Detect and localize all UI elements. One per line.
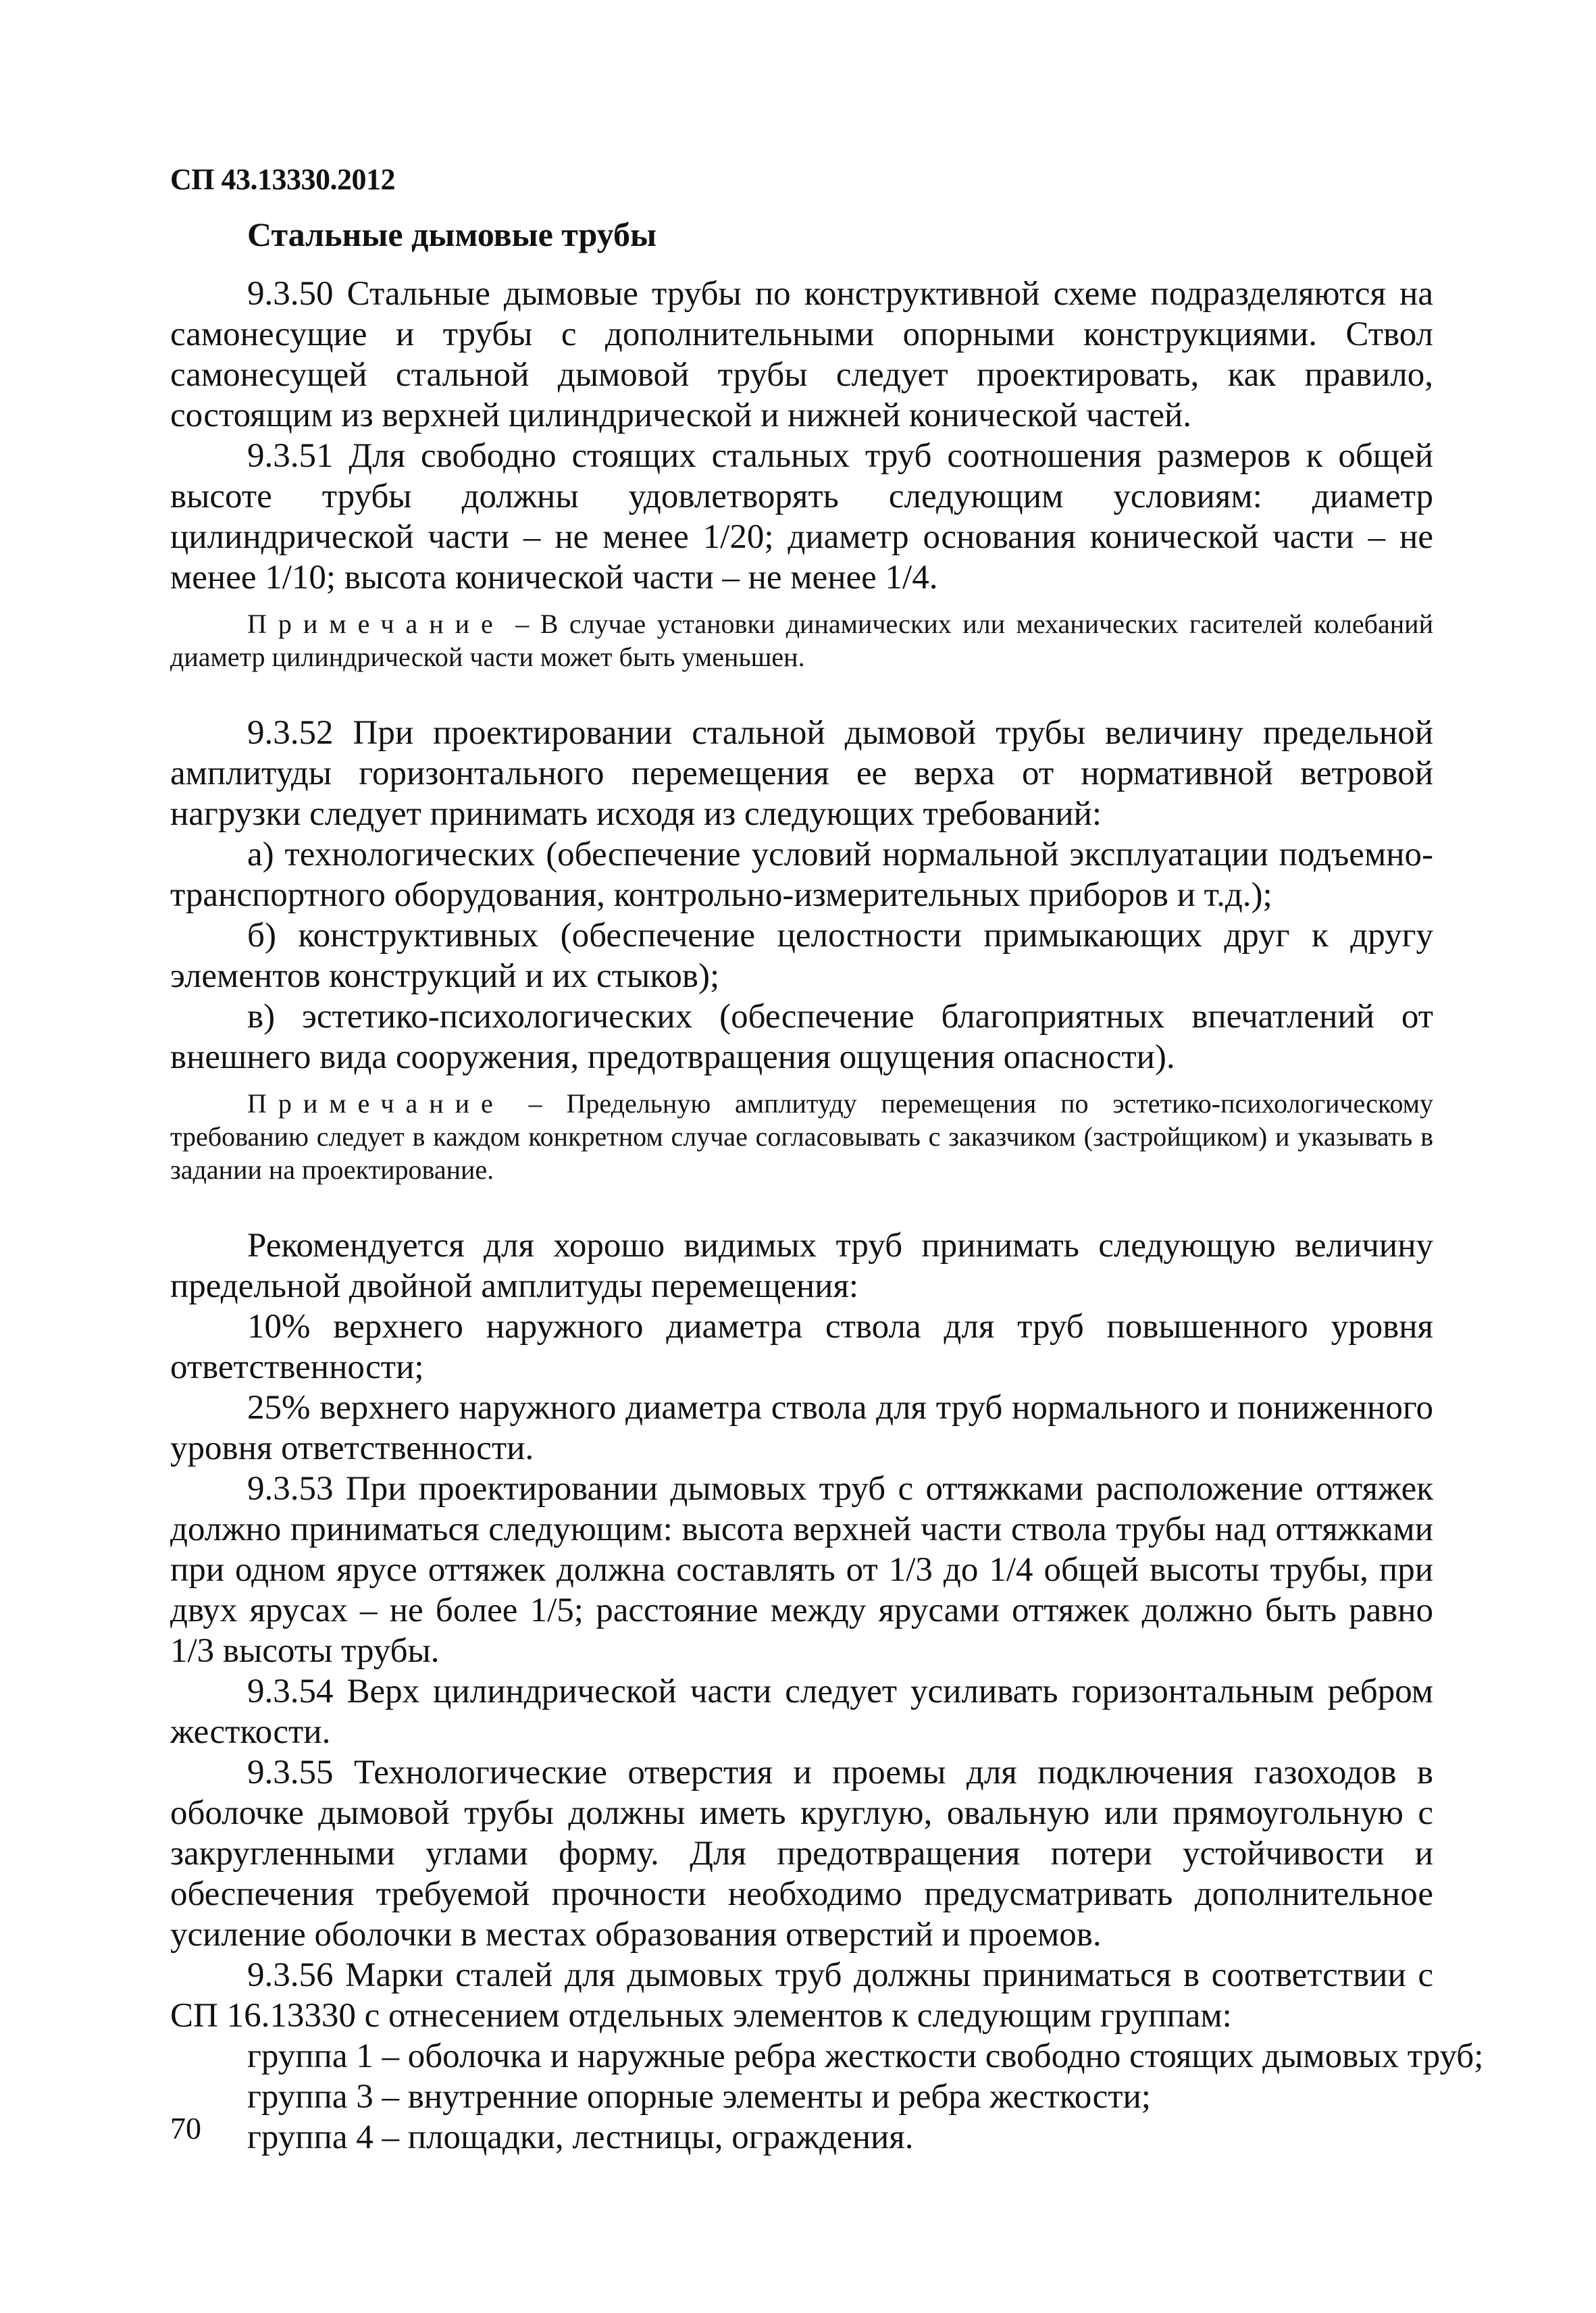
paragraph-recommendation: Рекомендуется для хорошо видимых труб принимать следующую величину предельной двойной амплитуды перемещения: [170, 1227, 1433, 1305]
paragraph-9-3-56: 9.3.56 Марки сталей для дымовых труб должны приниматься в соответствии с СП 16.13330 с отнесением отдельных элементов к следующим группам: [170, 1956, 1433, 2035]
group-3-line: группа 3 – внутренние опорные элементы и ребра жесткости; [247, 2078, 1151, 2116]
paragraph-10-percent: 10% верхнего наружного диаметра ствола для труб повышенного уровня ответственности; [170, 1308, 1433, 1386]
document-code-header: СП 43.13330.2012 [170, 163, 395, 196]
paragraph-9-3-53: 9.3.53 При проектировании дымовых труб с оттяжками расположение оттяжек должно приниматься следующим: высота верхней части ствола трубы над оттяжками при одном ярусе оттяжек должна составлять от 1/3 до 1/4 общей высоты трубы, при двух ярусах – не более 1/5; расстояние между ярусами оттяжек должно быть равно 1/3 высоты трубы. [170, 1470, 1433, 1670]
paragraph-9-3-50: 9.3.50 Стальные дымовые трубы по конструктивной схеме подразделяются на самонесущие и трубы с дополнительными опорными конструкциями. Ствол самонесущей стальной дымовой трубы следует проектировать, как правило, состоящим из верхней цилиндрической и нижней конической частей. [170, 275, 1433, 434]
paragraph-9-3-51: 9.3.51 Для свободно стоящих стальных труб соотношения размеров к общей высоте трубы должны удовлетворять следующим условиям: диаметр цилиндрической части – не менее 1/20; диаметр основания конической части – не менее 1/10; высота конической части – не менее 1/4. [170, 437, 1433, 596]
paragraph-9-3-54: 9.3.54 Верх цилиндрической части следует усиливать горизонтальным ребром жесткости. [170, 1673, 1433, 1751]
group-1-line: группа 1 – оболочка и наружные ребра жесткости свободно стоящих дымовых труб; [247, 2037, 1484, 2075]
list-item-b: б) конструктивных (обеспечение целостности примыкающих друг к другу элементов конструкций и их стыков); [170, 917, 1433, 995]
section-title: Стальные дымовые трубы [247, 215, 657, 253]
document-body [170, 274, 1484, 2158]
paragraph-9-3-52: 9.3.52 При проектировании стальной дымовой трубы величину предельной амплитуды горизонтального перемещения ее верха от нормативной ветровой нагрузки следует принимать исходя из следующих требований: [170, 714, 1433, 833]
paragraph-9-3-55: 9.3.55 Технологические отверстия и проемы для подключения газоходов в оболочке дымовой трубы должны иметь круглую, овальную или прямоугольную с закругленными углами форму. Для предотвращения потери устойчивости и обеспечения требуемой прочности необходимо предусматривать дополнительное усиление оболочки в местах образования отверстий и проемов. [170, 1754, 1433, 1954]
note-2-text: – Предельную амплитуду перемещения по эстетико-психологическому требованию следует в каждом конкретном случае согласовывать с заказчиком (застройщиком) и указывать в задании на проектирование. [170, 1088, 1433, 1185]
note-1-text: – В случае установки динамических или механических гасителей колебаний диаметр цилиндрической части может быть уменьшен. [170, 609, 1433, 672]
note-1-label: Примечание [247, 609, 505, 639]
paragraph-25-percent: 25% верхнего наружного диаметра ствола для труб нормального и пониженного уровня ответственности. [170, 1389, 1433, 1467]
list-item-a: а) технологических (обеспечение условий нормальной эксплуатации подъемно-транспортного оборудования, контрольно-измерительных приборов и т.д.); [170, 836, 1433, 914]
page-number: 70 [170, 2111, 201, 2145]
note-1 [170, 607, 1433, 673]
group-4-line: группа 4 – площадки, лестницы, ограждения. [247, 2118, 914, 2156]
note-2-label: Примечание [247, 1088, 505, 1119]
note-2 [170, 1087, 1433, 1186]
list-item-v: в) эстетико-психологических (обеспечение благоприятных впечатлений от внешнего вида сооружения, предотвращения ощущения опасности). [170, 998, 1433, 1076]
